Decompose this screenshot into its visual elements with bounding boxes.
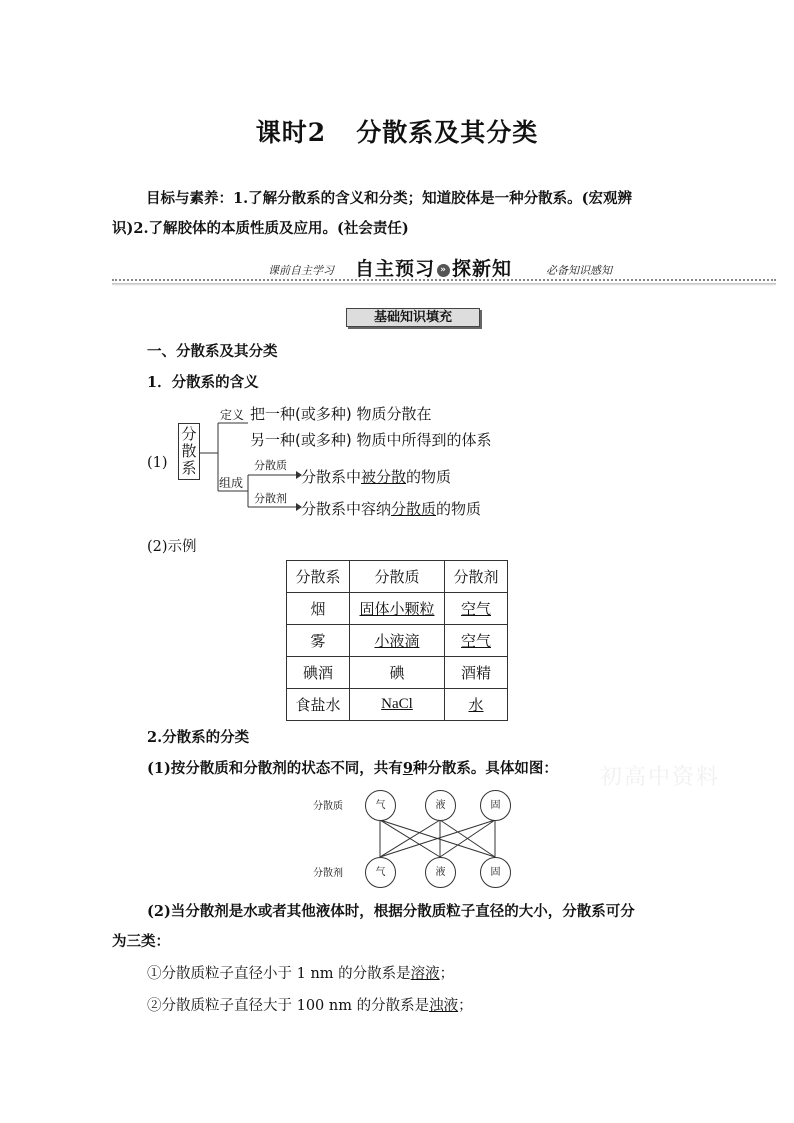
table-cell: 水 [445, 689, 508, 721]
solvent-liquid-node: 液 [425, 857, 456, 888]
solute-gas-node: 气 [365, 790, 396, 821]
watermark: 初高中资料 [600, 765, 721, 790]
page-title [0, 113, 794, 149]
table-cell: 烟 [287, 593, 350, 625]
section-heading-1: 一、分散系及其分类 [147, 343, 278, 360]
solute-solid-node: 固 [480, 790, 511, 821]
table-cell: 小液滴 [350, 625, 445, 657]
goals-line-1: 目标与素养：1.了解分散系的含义和分类；知道胶体是一种分散系。(宏观辨 [146, 190, 632, 207]
table-cell: 雾 [287, 625, 350, 657]
banner-left-text: 课前自主学习 [268, 264, 334, 277]
table-row [287, 689, 508, 721]
title-topic: 分散系及其分类 [356, 118, 539, 147]
goals-line-2: 识)2.了解胶体的本质性质及应用。(社会责任) [112, 220, 409, 237]
table-header: 分散质 [350, 561, 445, 593]
basic-knowledge-label: 基础知识填充 [346, 308, 480, 327]
subheading-meaning: 1．分散系的含义 [147, 374, 259, 391]
table-cell: 空气 [445, 593, 508, 625]
definition-label: 定义 [220, 408, 245, 422]
table-cell: NaCl [350, 689, 445, 721]
definition-text-1: 把一种(或多种) 物质分散在 [250, 405, 432, 423]
diagram-solvent-label: 分散剂 [313, 868, 343, 879]
table-row [287, 625, 508, 657]
solution-criterion: ①分散质粒子直径小于 1 nm 的分散系是溶液； [147, 966, 455, 982]
solvent-gas-node: 气 [365, 857, 396, 888]
classification-paragraph-2-line-1: (2)当分散剂是水或者其他液体时，根据分散质粒子直径的大小，分散系可分 [147, 903, 635, 920]
table-cell: 酒精 [445, 657, 508, 689]
solvent-description: 分散系中容纳分散质的物质 [301, 500, 482, 518]
example-table [286, 560, 508, 721]
composition-label: 组成 [219, 476, 244, 490]
classification-paragraph-2-line-2: 为三类： [112, 933, 170, 950]
solvent-label: 分散剂 [254, 492, 287, 505]
table-cell: 碘 [350, 657, 445, 689]
section-banner [112, 250, 776, 286]
solvent-solid-node: 固 [480, 857, 511, 888]
table-row [287, 593, 508, 625]
solute-description: 分散系中被分散的物质 [301, 468, 452, 486]
item-label-1: (1) [147, 455, 168, 471]
banner-title: 自主预习 » 探新知 [355, 258, 513, 280]
table-cell: 食盐水 [287, 689, 350, 721]
table-header-row [287, 561, 508, 593]
classification-paragraph-1: (1)按分散质和分散剂的状态不同，共有9种分散系。具体如图： [147, 760, 558, 777]
table-row [287, 657, 508, 689]
solute-liquid-node: 液 [425, 790, 456, 821]
definition-text-2: 另一种(或多种) 物质中所得到的体系 [250, 431, 492, 449]
subheading-classification: 2.分散系的分类 [147, 729, 250, 746]
arrow-icon: » [437, 264, 450, 277]
dispersion-system-box: 分 散 系 [178, 423, 200, 480]
suspension-criterion: ②分散质粒子直径大于 100 nm 的分散系是浊液； [147, 998, 473, 1014]
table-cell: 碘酒 [287, 657, 350, 689]
table-cell: 空气 [445, 625, 508, 657]
table-header: 分散系 [287, 561, 350, 593]
solute-label: 分散质 [254, 459, 287, 472]
table-header: 分散剂 [445, 561, 508, 593]
table-cell: 固体小颗粒 [350, 593, 445, 625]
example-label: (2)示例 [147, 539, 197, 555]
title-lesson: 课时2 [255, 118, 327, 147]
banner-right-text: 必备知识感知 [546, 264, 612, 277]
diagram-solute-label: 分散质 [313, 801, 343, 812]
